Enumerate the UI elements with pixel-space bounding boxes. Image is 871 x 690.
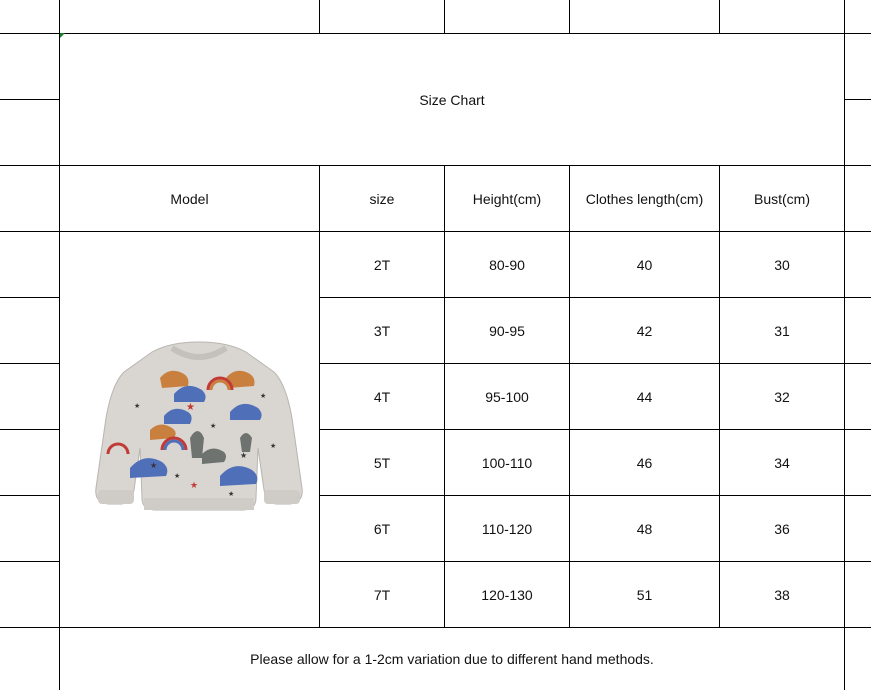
svg-text:★: ★ bbox=[134, 402, 141, 410]
svg-text:★: ★ bbox=[210, 422, 217, 430]
cell-length: 42 bbox=[636, 322, 653, 339]
grid-line bbox=[719, 0, 720, 34]
grid-line bbox=[0, 495, 60, 496]
cell-size: 5T bbox=[373, 454, 391, 471]
svg-text:★: ★ bbox=[186, 402, 195, 413]
cell-size: 6T bbox=[373, 520, 391, 537]
cell-height: 90-95 bbox=[489, 322, 525, 339]
svg-text:★: ★ bbox=[190, 481, 199, 491]
grid-line bbox=[0, 297, 60, 298]
grid-line bbox=[0, 363, 60, 364]
cell-height: 120-130 bbox=[481, 586, 533, 603]
header-model: Model bbox=[170, 190, 209, 207]
variation-note: Please allow for a 1-2cm variation due to different hand methods. bbox=[250, 651, 654, 667]
svg-text:★: ★ bbox=[150, 461, 158, 470]
grid-line bbox=[0, 99, 60, 100]
grid-line bbox=[0, 429, 60, 430]
svg-text:★: ★ bbox=[240, 451, 248, 460]
cell-length: 48 bbox=[636, 520, 653, 537]
cell-bust: 36 bbox=[774, 520, 790, 537]
grid-line bbox=[444, 0, 445, 34]
cell-length: 46 bbox=[636, 454, 653, 471]
cell-height: 95-100 bbox=[485, 388, 529, 405]
svg-text:★: ★ bbox=[260, 392, 267, 400]
header-height: Height(cm) bbox=[472, 190, 542, 207]
cell-size: 7T bbox=[373, 586, 391, 603]
cell-size: 3T bbox=[373, 322, 391, 339]
header-clothes-length: Clothes length(cm) bbox=[585, 190, 704, 207]
grid-line bbox=[569, 0, 570, 34]
cell-bust: 31 bbox=[774, 322, 790, 339]
svg-text:★: ★ bbox=[174, 472, 181, 480]
svg-text:★: ★ bbox=[270, 442, 277, 450]
cell-bust: 32 bbox=[774, 388, 790, 405]
cell-height: 100-110 bbox=[481, 454, 533, 471]
cell-height: 110-120 bbox=[481, 520, 533, 537]
grid-line bbox=[844, 0, 845, 690]
cell-bust: 34 bbox=[774, 454, 790, 471]
cell-bust: 30 bbox=[774, 256, 790, 273]
cell-bust: 38 bbox=[774, 586, 790, 603]
cell-size: 4T bbox=[373, 388, 391, 405]
header-size: size bbox=[369, 190, 395, 207]
grid-line bbox=[0, 561, 60, 562]
sweatshirt-photo bbox=[90, 338, 308, 518]
chart-title: Size Chart bbox=[419, 91, 485, 108]
header-bust: Bust(cm) bbox=[754, 190, 810, 207]
grid-line bbox=[844, 99, 871, 100]
grid-line bbox=[319, 0, 320, 34]
svg-text:★: ★ bbox=[228, 490, 235, 498]
cell-size: 2T bbox=[373, 256, 391, 273]
cell-length: 40 bbox=[636, 256, 653, 273]
cell-length: 51 bbox=[636, 586, 653, 603]
cell-length: 44 bbox=[636, 388, 653, 405]
cell-height: 80-90 bbox=[489, 256, 525, 273]
